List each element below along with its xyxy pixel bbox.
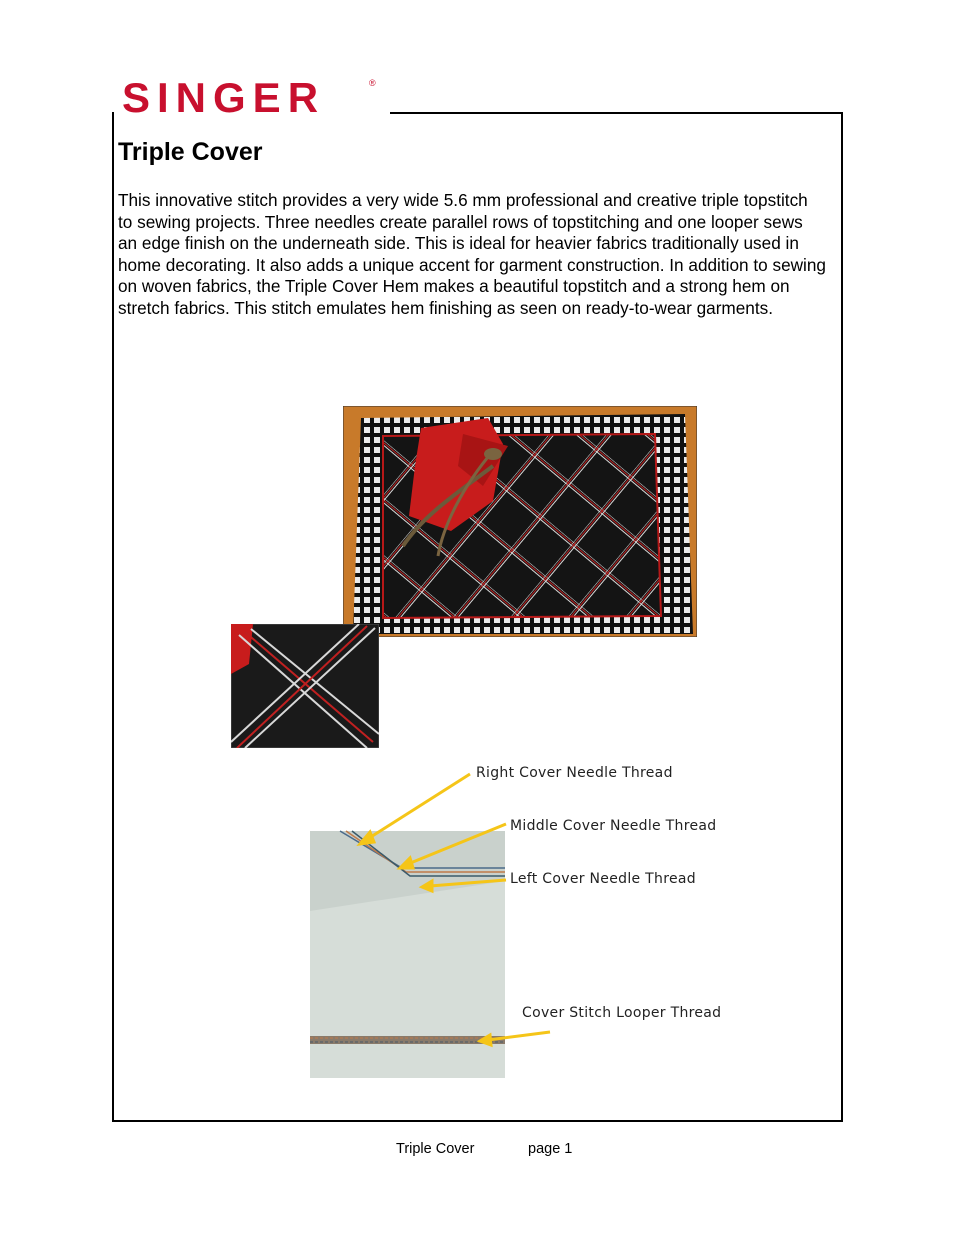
left-needle-label: Left Cover Needle Thread	[510, 871, 696, 887]
logo-text: SINGER	[122, 76, 326, 118]
footer-title: Triple Cover	[396, 1141, 475, 1157]
footer-page-number: page 1	[528, 1141, 573, 1157]
right-needle-label: Right Cover Needle Thread	[476, 765, 673, 781]
looper-label: Cover Stitch Looper Thread	[522, 1005, 722, 1021]
placemat-photo	[343, 406, 697, 637]
logo-registered-mark: ®	[369, 78, 376, 88]
intro-paragraph: This innovative stitch provides a very wide 5.6 mm professional and creative triple topstitch to sewing projects. Three needles create parallel rows of topstitching and one looper sews an edge finish on the underneath side. This is ideal for heavier fabrics traditionally used in home decorating. It also adds a unique accent for garment construction. In addition to sewing on woven fabrics, the Triple Cover Hem makes a beautiful topstitch and a strong hem on stretch fabrics. This stitch emulates hem finishing as seen on ready-to-wear garments.	[118, 190, 826, 318]
cover-stitch-diagram	[270, 756, 730, 1086]
page-title: Triple Cover	[118, 138, 263, 166]
middle-needle-label: Middle Cover Needle Thread	[510, 818, 717, 834]
stitch-detail-photo	[231, 624, 379, 748]
